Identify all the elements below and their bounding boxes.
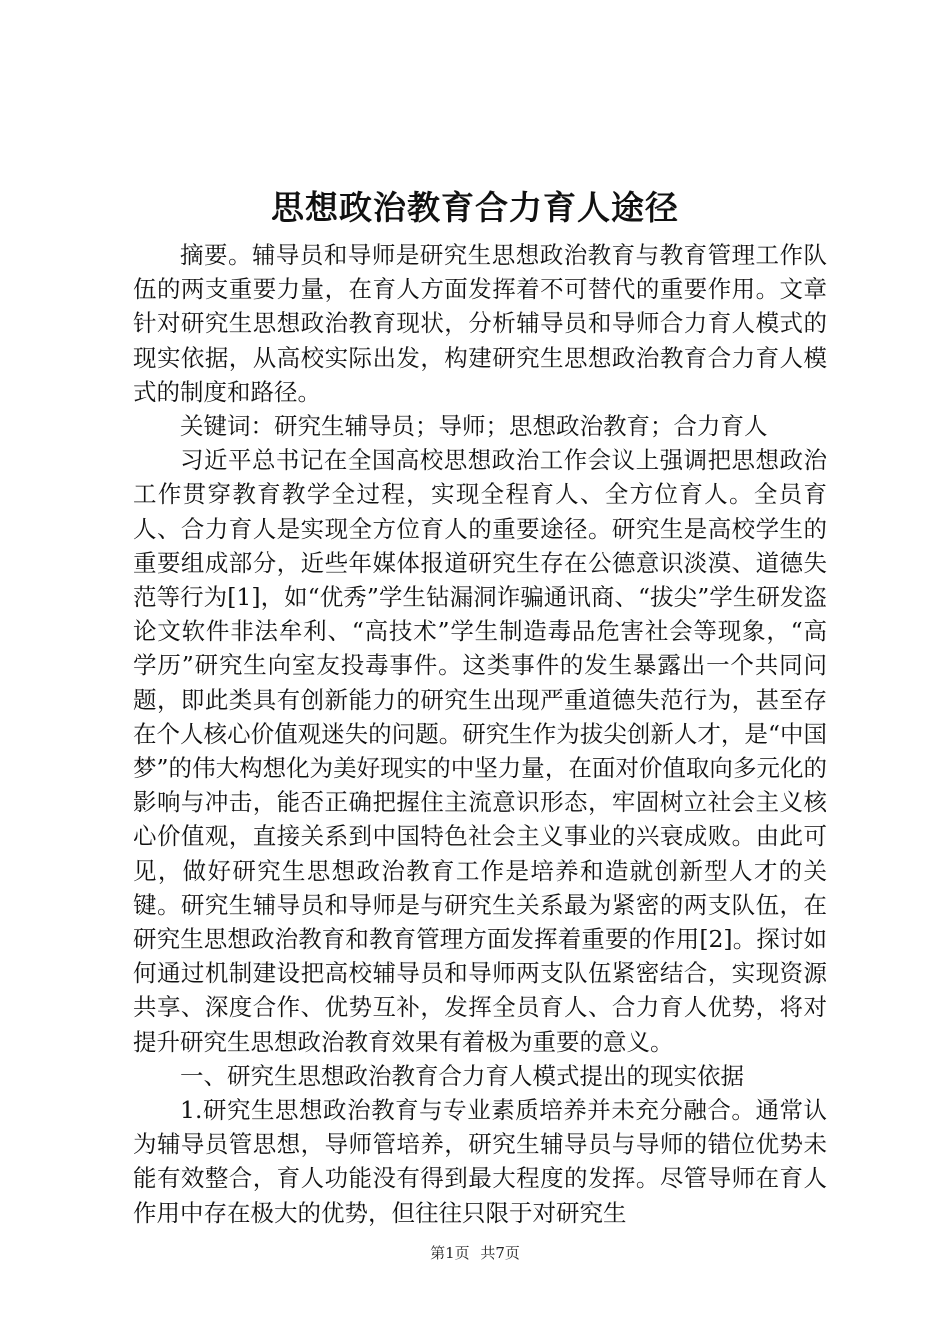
abstract-paragraph: 摘要。辅导员和导师是研究生思想政治教育与教育管理工作队伍的两支重要力量，在育人方面发挥着不可替代的重要作用。文章针对研究生思想政治教育现状，分析辅导员和导师合力育人模式的现实依据，从高校实际出发，构建研究生思想政治教育合力育人模式的制度和路径。 (133, 241, 827, 406)
section-paragraph: 1.研究生思想政治教育与专业素质培养并未充分融合。通常认为辅导员管思想，导师管培养，研究生辅导员与导师的错位优势未能有效整合，育人功能没有得到最大程度的发挥。尽管导师在育人作用中存在极大的优势，但往往只限于对研究生 (133, 1096, 827, 1227)
intro-paragraph: 习近平总书记在全国高校思想政治工作会议上强调把思想政治工作贯穿教育教学全过程，实现全程育人、全方位育人。全员育人、合力育人是实现全方位育人的重要途径。研究生是高校学生的重要组成部分，近些年媒体报道研究生存在公德意识淡漠、道德失范等行为[1]，如“优秀”学生钻漏洞诈骗通讯商、“拔尖”学生研发盗论文软件非法牟利、“高技术”学生制造毒品危害社会等现象，“高学历”研究生向室友投毒事件。这类事件的发生暴露出一个共同问题，即此类具有创新能力的研究生出现严重道德失范行为，甚至存在个人核心价值观迷失的问题。研究生作为拔尖创新人才，是“中国梦”的伟大构想化为美好现实的中坚力量，在面对价值取向多元化的影响与冲击，能否正确把握住主流意识形态，牢固树立社会主义核心价值观，直接关系到中国特色社会主义事业的兴衰成败。由此可见，做好研究生思想政治教育工作是培养和造就创新型人才的关键。研究生辅导员和导师是与研究生关系最为紧密的两支队伍，在研究生思想政治教育和教育管理方面发挥着重要的作用[2]。探讨如何通过机制建设把高校辅导员和导师两支队伍紧密结合，实现资源共享、深度合作、优势互补，发挥全员育人、合力育人优势，将对提升研究生思想政治教育效果有着极为重要的意义。 (133, 446, 827, 1056)
section-heading: 一、研究生思想政治教育合力育人模式提出的现实依据 (180, 1061, 744, 1090)
page-number: 第1页 (430, 1244, 470, 1262)
document-body (133, 238, 827, 1230)
document-title: 思想政治教育合力育人途径 (271, 188, 679, 227)
keywords-paragraph: 关键词：研究生辅导员；导师；思想政治教育；合力育人 (180, 412, 768, 441)
page-total: 共7页 (480, 1244, 520, 1262)
page-footer (0, 1243, 950, 1263)
